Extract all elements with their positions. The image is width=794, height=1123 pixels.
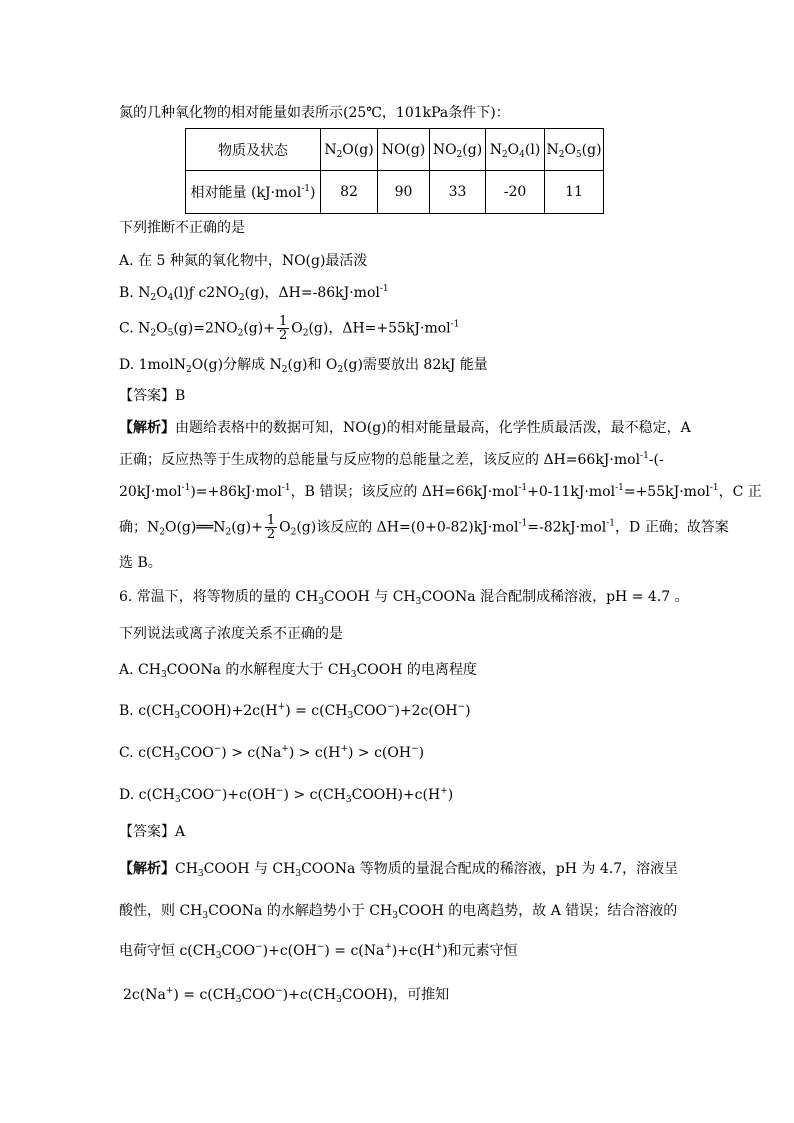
q5-option-c: C. $N_2O_5(g)=2NO_2(g)+$ $\frac{1}{2}$ $O_2(g)$，ΔH=+55kJ·mol$^{-1}$	[119, 314, 460, 343]
q6-analysis-line-3: 电荷守恒 $c(CH_3COO^-)+c(OH^-) = c(Na^+)+c(H^+)$和元素守恒	[119, 942, 518, 961]
q5-option-d: D. 1molN$_2$O(g)分解成 $N_2(g)$和 $O_2(g)$需要放出 82kJ 能量	[119, 357, 488, 375]
q5-analysis-line-4: 确；$N_2O(g)══N_2(g)+$ $\frac{1}{2}$ $O_2(g)$该反应的 ΔH=(0+0-82)kJ·mol$^{-1}$=-82kJ·mol$^{-1}$，D 正确；故答案	[119, 513, 729, 542]
q6-analysis-line-1: 【解析】$CH_3COOH$ 与 $CH_3COONa$ 等物质的量混合配成的稀溶液，pH 为 4.7，溶液呈	[119, 861, 679, 879]
q6-answer: 【答案】A	[119, 824, 186, 840]
fraction: $\frac{1}{2}$	[266, 513, 276, 542]
species-cell: $NO_2(g)$	[430, 129, 486, 171]
q5-answer: 【答案】B	[119, 388, 186, 404]
energy-cell: 82	[321, 171, 378, 214]
q6-analysis-line-2: 酸性，则 $CH_3COONa$ 的水解趋势小于 $CH_3COOH$ 的电离趋势，故 A 错误；结合溶液的	[119, 903, 678, 921]
energy-cell: -20	[486, 171, 545, 214]
intro-text: 氮的几种氧化物的相对能量如表所示(25℃，101kPa条件下)：	[119, 105, 510, 121]
table-header-cell: 物质及状态	[186, 129, 321, 171]
q5-analysis-line-5: 选 B。	[119, 555, 162, 571]
table-row	[186, 171, 604, 214]
q5-analysis-line-2: 正确；反应热等于生成物的总能量与反应物的总能量之差，该反应的 ΔH=66kJ·mol$^{-1}$-(-	[119, 451, 664, 468]
species-cell: NO(g)	[378, 129, 430, 171]
table-header-cell: 相对能量 (kJ·mol$^{-1}$)	[186, 171, 321, 214]
q6-option-b: B. $c(CH_3COOH)+2c(H^+) = c(CH_3COO^-)+2c(OH^-)$	[119, 702, 471, 721]
q5-analysis-line-3: 20kJ·mol$^{-1}$)=+86kJ·mol$^{-1}$，B 错误；该反应的 ΔH=66kJ·mol$^{-1}$+0-11kJ·mol$^{-1}$=+55kJ·mol$^{-1}$，C 正	[119, 483, 762, 500]
q5-option-b: B. $N_2O_4(l)ƒ$ $c2NO_2(g)$，ΔH=-86kJ·mol$^{-1}$	[119, 284, 389, 303]
species-cell: $N_2O(g)$	[321, 129, 378, 171]
q6-option-a: A. $CH_3COONa$ 的水解程度大于 $CH_3COOH$ 的电离程度	[119, 662, 477, 680]
q5-analysis-line-1: 【解析】由题给表格中的数据可知，NO(g)的相对能量最高，化学性质最活泼，最不稳定，A	[119, 420, 691, 436]
q6-option-d: D. $c(CH_3COO^-)+c(OH^-)$ > $c(CH_3COOH)+c(H^+)$	[119, 786, 454, 805]
table-row	[186, 129, 604, 171]
species-cell: $N_2O_4(l)$	[486, 129, 545, 171]
q6-option-c: C. $c(CH_3COO^-) > c(Na^+) > c(H^+) > c(OH^-)$	[119, 744, 425, 763]
q5-question: 下列推断不正确的是	[119, 220, 245, 236]
energy-cell: 90	[378, 171, 430, 214]
fraction: $\frac{1}{2}$	[278, 314, 288, 343]
energy-table	[185, 128, 604, 214]
species-cell: $N_2O_5(g)$	[545, 129, 604, 171]
q5-option-a: A. 在 5 种氮的氧化物中，NO(g)最活泼	[119, 253, 368, 269]
q6-analysis-line-4: $2c(Na^+) = c(CH_3COO^-)+c(CH_3COOH)$，可推知	[123, 986, 450, 1005]
q6-stem: 6. 常温下，将等物质的量的 $CH_3COOH$ 与 $CH_3COONa$ 混合配制成稀溶液，pH = 4.7 。	[119, 589, 689, 607]
q6-question: 下列说法或离子浓度关系不正确的是	[119, 626, 343, 642]
energy-cell: 33	[430, 171, 486, 214]
energy-cell: 11	[545, 171, 604, 214]
